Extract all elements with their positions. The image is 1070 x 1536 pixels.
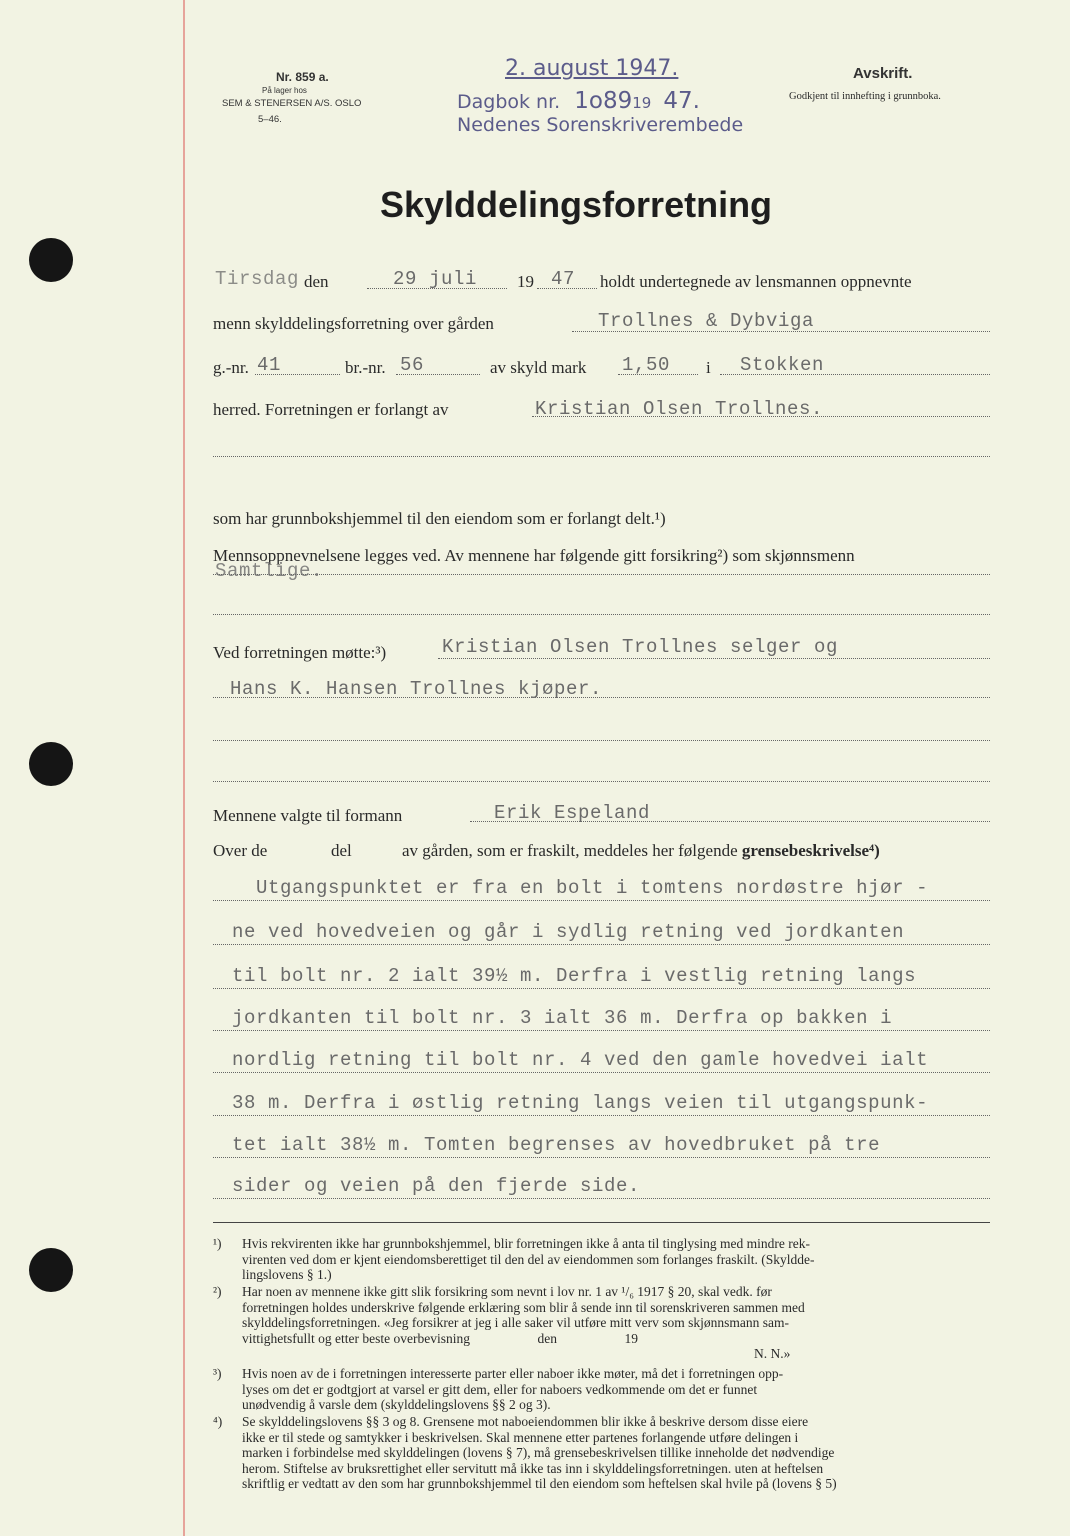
footnote-line: Hvis rekvirenten ikke har grunnbokshjemmel, blir forretningen ikke å anta til tinglysing med mindre rek- (242, 1236, 810, 1251)
punch-hole (29, 742, 73, 786)
boundary-line: Utgangspunktet er fra en bolt i tomtens nordøstre hjør - (256, 877, 929, 899)
footnote-line: virenten ved dom er kjent eiendomsberettiget til den del av eiendommen som forlanges fraskilt. (Skyldde- (242, 1251, 815, 1267)
forsikring-underline (213, 574, 990, 575)
line2-text: menn skylddelingsforretning over gården (213, 314, 494, 333)
boundary-underline (213, 1157, 990, 1158)
stamp-year: 47. (663, 88, 700, 114)
boundary-line: tet ialt 38½ m. Tomten begrenses av hovedbruket på tre (232, 1134, 881, 1156)
requested-by-field: Kristian Olsen Trollnes. (535, 398, 824, 420)
publisher-line: 5–46. (258, 114, 282, 125)
forsikring-field: Samtlige. (215, 560, 324, 582)
herred-text: herred. Forretningen er forlangt av (213, 400, 449, 419)
gnr-label: g.-nr. (213, 358, 249, 377)
brnr-field: 56 (400, 354, 425, 376)
avskrift-subtitle: Godkjent til innhefting i grunnboka. (789, 91, 941, 102)
publisher-line: På lager hos (262, 86, 307, 95)
footnote-line: Se skylddelingslovens §§ 3 og 8. Grensene mot naboeiendommen blir ikke å beskrive dersom disse eiere (242, 1414, 809, 1429)
boundary-underline (213, 944, 990, 945)
i-label: i (706, 358, 711, 377)
attended-line: Kristian Olsen Trollnes selger og (442, 636, 839, 658)
stamp-dagbok-value: 1o89 (574, 88, 633, 114)
over-de-label: Over de (213, 841, 268, 860)
punch-hole (29, 238, 73, 282)
formann-label: Mennene valgte til formann (213, 806, 403, 825)
oppnevnelse-text: Mennsoppnevnelsene legges ved. Av mennene har følgende gitt forsikring²) som skjønnsmenn (213, 546, 855, 565)
stamp-year-prefix: 19 (632, 94, 652, 112)
footnote (242, 1366, 994, 1413)
mote-label: Ved forretningen møtte:³) (213, 643, 387, 662)
margin-line (183, 0, 185, 1536)
footnote-line: marken i forbindelse med skylddelingen (lovens § 7), må grensebeskrivelsen tillike inneholde det nødvendige (242, 1445, 835, 1460)
day-field: Tirsdag (215, 268, 300, 290)
boundary-underline (213, 1115, 990, 1116)
attended-underline (438, 658, 990, 659)
stamp-dagbok-label: Dagbok nr. (457, 91, 561, 113)
footnote-line: Har noen av mennene ikke gitt slik forsikring som nevnt i lov nr. 1 av ¹/₆ 1917 § 20, skal vedk. før (242, 1284, 772, 1299)
footnote-line: Hvis noen av de i forretningen interesserte parter eller naboer ikke møter, må det i forretningen opp- (242, 1366, 784, 1381)
brnr-label: br.-nr. (345, 358, 386, 377)
footnote-line: skylddelingsforretningen. «Jeg forsikrer at jeg i alle saker vil utføre mitt verv som skjønnsmann sam- (242, 1315, 790, 1330)
footnote-line: unødvendig å varsle dem (skylddelingslovens §§ 2 og 3). (242, 1397, 551, 1412)
grense-text-regular: av gården, som er fraskilt, meddeles her følgende (402, 841, 738, 860)
footnote-line: lyses om det er godtgjort at varsel er gitt dem, eller for naboers vedkommende om det er funnet (242, 1381, 758, 1397)
footnote-line: skriftlig er vedtatt av den som har grunnbokshjemmel til den eiendom som heftelsen skal hvile på (lovens § 5) (242, 1476, 837, 1491)
grense-text (402, 841, 880, 861)
held-text: holdt undertegnede av lensmannen oppnevnte (600, 272, 912, 291)
footnote-mark: ³) (213, 1366, 222, 1381)
stamp-date: 2. august 1947. (505, 56, 679, 81)
boundary-underline (213, 988, 990, 989)
form-number: Nr. 859 a. (276, 70, 329, 84)
attended-line: Hans K. Hansen Trollnes kjøper. (230, 678, 603, 700)
footnote (242, 1236, 994, 1283)
year-prefix: 19 (517, 272, 534, 291)
del-label: del (331, 841, 352, 860)
boundary-underline (213, 1030, 990, 1031)
boundary-underline (213, 1072, 990, 1073)
footnote-line: ikke er til stede og samtykker i beskrivelsen. Skal mennene etter partenes forlangende utføre delingen i (242, 1429, 799, 1445)
hjemmel-text: som har grunnbokshjemmel til den eiendom som er forlangt delt.¹) (213, 509, 666, 528)
avskrift-title: Avskrift. (853, 65, 913, 82)
boundary-line: ne ved hovedveien og går i sydlig retning ved jordkanten (232, 921, 905, 943)
grense-text-bold: grensebeskrivelse⁴) (741, 841, 880, 860)
stamp-office: Nedenes Sorenskriverembede (457, 114, 744, 136)
boundary-underline (213, 900, 990, 901)
boundary-line: 38 m. Derfra i østlig retning langs veien til utgangspunk- (232, 1092, 929, 1114)
den-label: den (304, 272, 329, 291)
footnote-signature: N. N.» (754, 1346, 791, 1361)
boundary-line: sider og veien på den fjerde side. (232, 1175, 641, 1197)
year-field: 47 (551, 268, 576, 290)
blank-line (213, 781, 990, 782)
footnote-line: herom. Stiftelse av bruksrettighet eller servitutt må ikke tas inn i skylddelingsforretningen. uten at heftelsen (242, 1460, 824, 1476)
footnote (242, 1284, 994, 1362)
boundary-line: til bolt nr. 2 ialt 39½ m. Derfra i vestlig retning langs (232, 965, 917, 987)
page-title: Skylddelingsforretning (380, 184, 773, 225)
footnote-line: vittighetsfullt og etter beste overbevisning den 19 (242, 1330, 638, 1346)
municipality-field: Stokken (740, 354, 825, 376)
footnote (242, 1414, 994, 1492)
farm-field: Trollnes & Dybviga (598, 310, 815, 332)
skyld-label: av skyld mark (490, 358, 587, 377)
blank-line (213, 614, 990, 615)
gnr-field: 41 (257, 354, 282, 376)
footnote-line: lingslovens § 1.) (242, 1267, 332, 1282)
punch-hole (29, 1248, 73, 1292)
skyld-field: 1,50 (622, 354, 671, 376)
footnote-separator (213, 1222, 990, 1223)
formann-field: Erik Espeland (494, 802, 651, 824)
blank-line (213, 740, 990, 741)
footnote-line: forretningen holdes underskrive følgende erklæring som blir å sende inn til sorenskriveren sammen med (242, 1299, 805, 1315)
boundary-underline (213, 1198, 990, 1199)
footnote-mark: ²) (213, 1284, 222, 1299)
footnote-mark: ⁴) (213, 1414, 223, 1429)
boundary-line: jordkanten til bolt nr. 3 ialt 36 m. Derfra op bakken i (232, 1007, 893, 1029)
date-field: 29 juli (393, 268, 478, 290)
footnote-mark: ¹) (213, 1236, 222, 1251)
publisher-line: SEM & STENERSEN A/S. OSLO (222, 98, 362, 109)
blank-line (213, 456, 990, 457)
boundary-line: nordlig retning til bolt nr. 4 ved den gamle hovedvei ialt (232, 1049, 929, 1071)
stamp-dagbok (457, 88, 700, 114)
